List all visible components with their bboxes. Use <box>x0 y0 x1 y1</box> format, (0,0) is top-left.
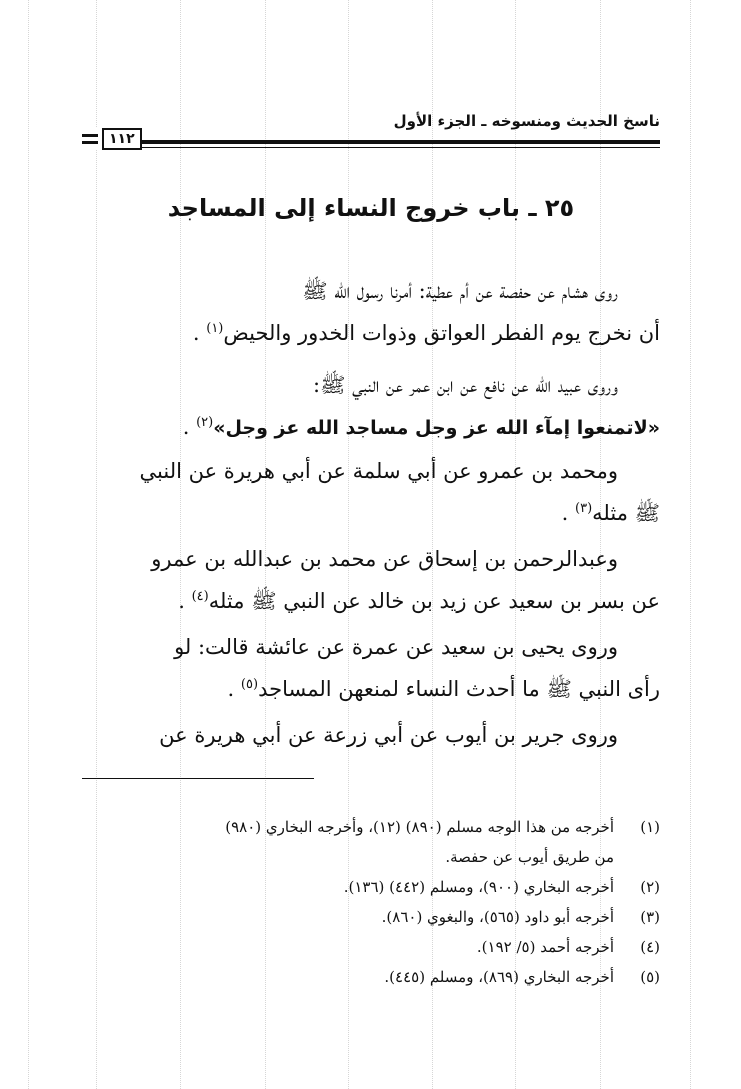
footnote-ref-2: (٢) <box>196 415 214 430</box>
footnote-ref-1: (١) <box>206 321 224 336</box>
paragraph-5 <box>82 626 660 710</box>
page-number: ١١٢ <box>102 128 142 150</box>
footnote-number: (٣) <box>640 908 660 926</box>
paragraph-line-text: رأى النبي ﷺ ما أحدث النساء لمنعهن المساجد <box>258 677 660 701</box>
paragraph-3 <box>82 450 660 534</box>
paragraph-line-text: ﷺ مثله <box>592 501 660 525</box>
paragraph-line-text: أن نخرج يوم الفطر العواتق وذوات الخدور والحيض <box>223 321 660 345</box>
hadith-quote: «لاتمنعوا إمآء الله عز وجل مساجد الله عز وجل» <box>213 417 660 439</box>
paragraph-line: وروى عبيد الله عن نافع عن ابن عمر عن النبي ﷺ: <box>313 373 618 397</box>
paragraph-6 <box>82 714 660 756</box>
page-number-box <box>82 128 142 150</box>
footnote-text: من طريق أيوب عن حفصة. <box>445 848 614 866</box>
paragraph-line: وروى جرير بن أيوب عن أبي زرعة عن أبي هريرة عن <box>159 723 618 747</box>
footnote-text: أخرجه البخاري (٨٦٩)، ومسلم (٤٤٥). <box>384 968 614 986</box>
period: . <box>192 321 200 345</box>
paragraph-line-text: عن بسر بن سعيد عن زيد بن خالد عن النبي ﷺ مثله <box>208 589 660 613</box>
period: . <box>561 501 569 525</box>
footnote-ref-5: (٥) <box>240 677 259 692</box>
header-rule-thin <box>82 147 660 148</box>
footnote-text: أخرجه البخاري (٩٠٠)، ومسلم (٤٤٢) (١٣٦). <box>343 878 614 896</box>
header-rule-thick <box>82 140 660 144</box>
footnote-ref-3: (٣) <box>575 501 593 516</box>
footnote-separator <box>82 778 314 779</box>
paragraph-line <box>82 580 660 622</box>
footnote-1-continued <box>82 842 660 872</box>
paragraph-line <box>82 668 660 710</box>
period: . <box>227 677 235 701</box>
footnote-3 <box>82 902 660 932</box>
footnote-text: أخرجه من هذا الوجه مسلم (٨٩٠) (١٢)، وأخرجه البخاري (٩٨٠) <box>225 818 614 836</box>
footnote-ref-4: (٤) <box>191 589 209 604</box>
running-header-title: ناسخ الحديث ومنسوخه ـ الجزء الأول <box>393 112 660 130</box>
footnote-2 <box>82 872 660 902</box>
page-number-dash <box>82 134 98 144</box>
footnote-4 <box>82 932 660 962</box>
period: . <box>178 589 185 613</box>
footnotes <box>82 812 660 992</box>
paragraph-4 <box>82 538 660 622</box>
period: . <box>182 415 190 439</box>
footnote-text: أخرجه أحمد (٥/ ١٩٢). <box>476 938 614 956</box>
footnote-1 <box>82 812 660 842</box>
footnote-number: (١) <box>640 818 660 836</box>
footnote-number: (٢) <box>640 878 660 896</box>
paragraph-line: وروى يحيى بن سعيد عن عمرة عن عائشة قالت: لو <box>174 635 618 659</box>
footnote-5 <box>82 962 660 992</box>
paragraph-line <box>82 406 660 449</box>
paragraph-line <box>82 492 660 534</box>
paragraph-line: ومحمد بن عمرو عن أبي سلمة عن أبي هريرة عن النبي <box>139 459 618 483</box>
book-page <box>82 0 660 1089</box>
paragraph-line <box>82 312 660 354</box>
footnote-number: (٥) <box>640 968 660 986</box>
chapter-title: ٢٥ ـ باب خروج النساء إلى المساجد <box>167 194 575 222</box>
header-double-rule <box>82 140 660 150</box>
footnote-text: أخرجه أبو داود (٥٦٥)، والبغوي (٨٦٠). <box>381 908 614 926</box>
paragraph-2 <box>82 364 660 449</box>
footnote-number: (٤) <box>640 938 660 956</box>
paragraph-1 <box>82 270 660 354</box>
paragraph-line: وعبدالرحمن بن إسحاق عن محمد بن عبدالله بن عمرو <box>151 547 618 571</box>
paragraph-line: روى هشام عن حفصة عن أم عطية: أمرنا رسول الله ﷺ <box>302 279 618 303</box>
